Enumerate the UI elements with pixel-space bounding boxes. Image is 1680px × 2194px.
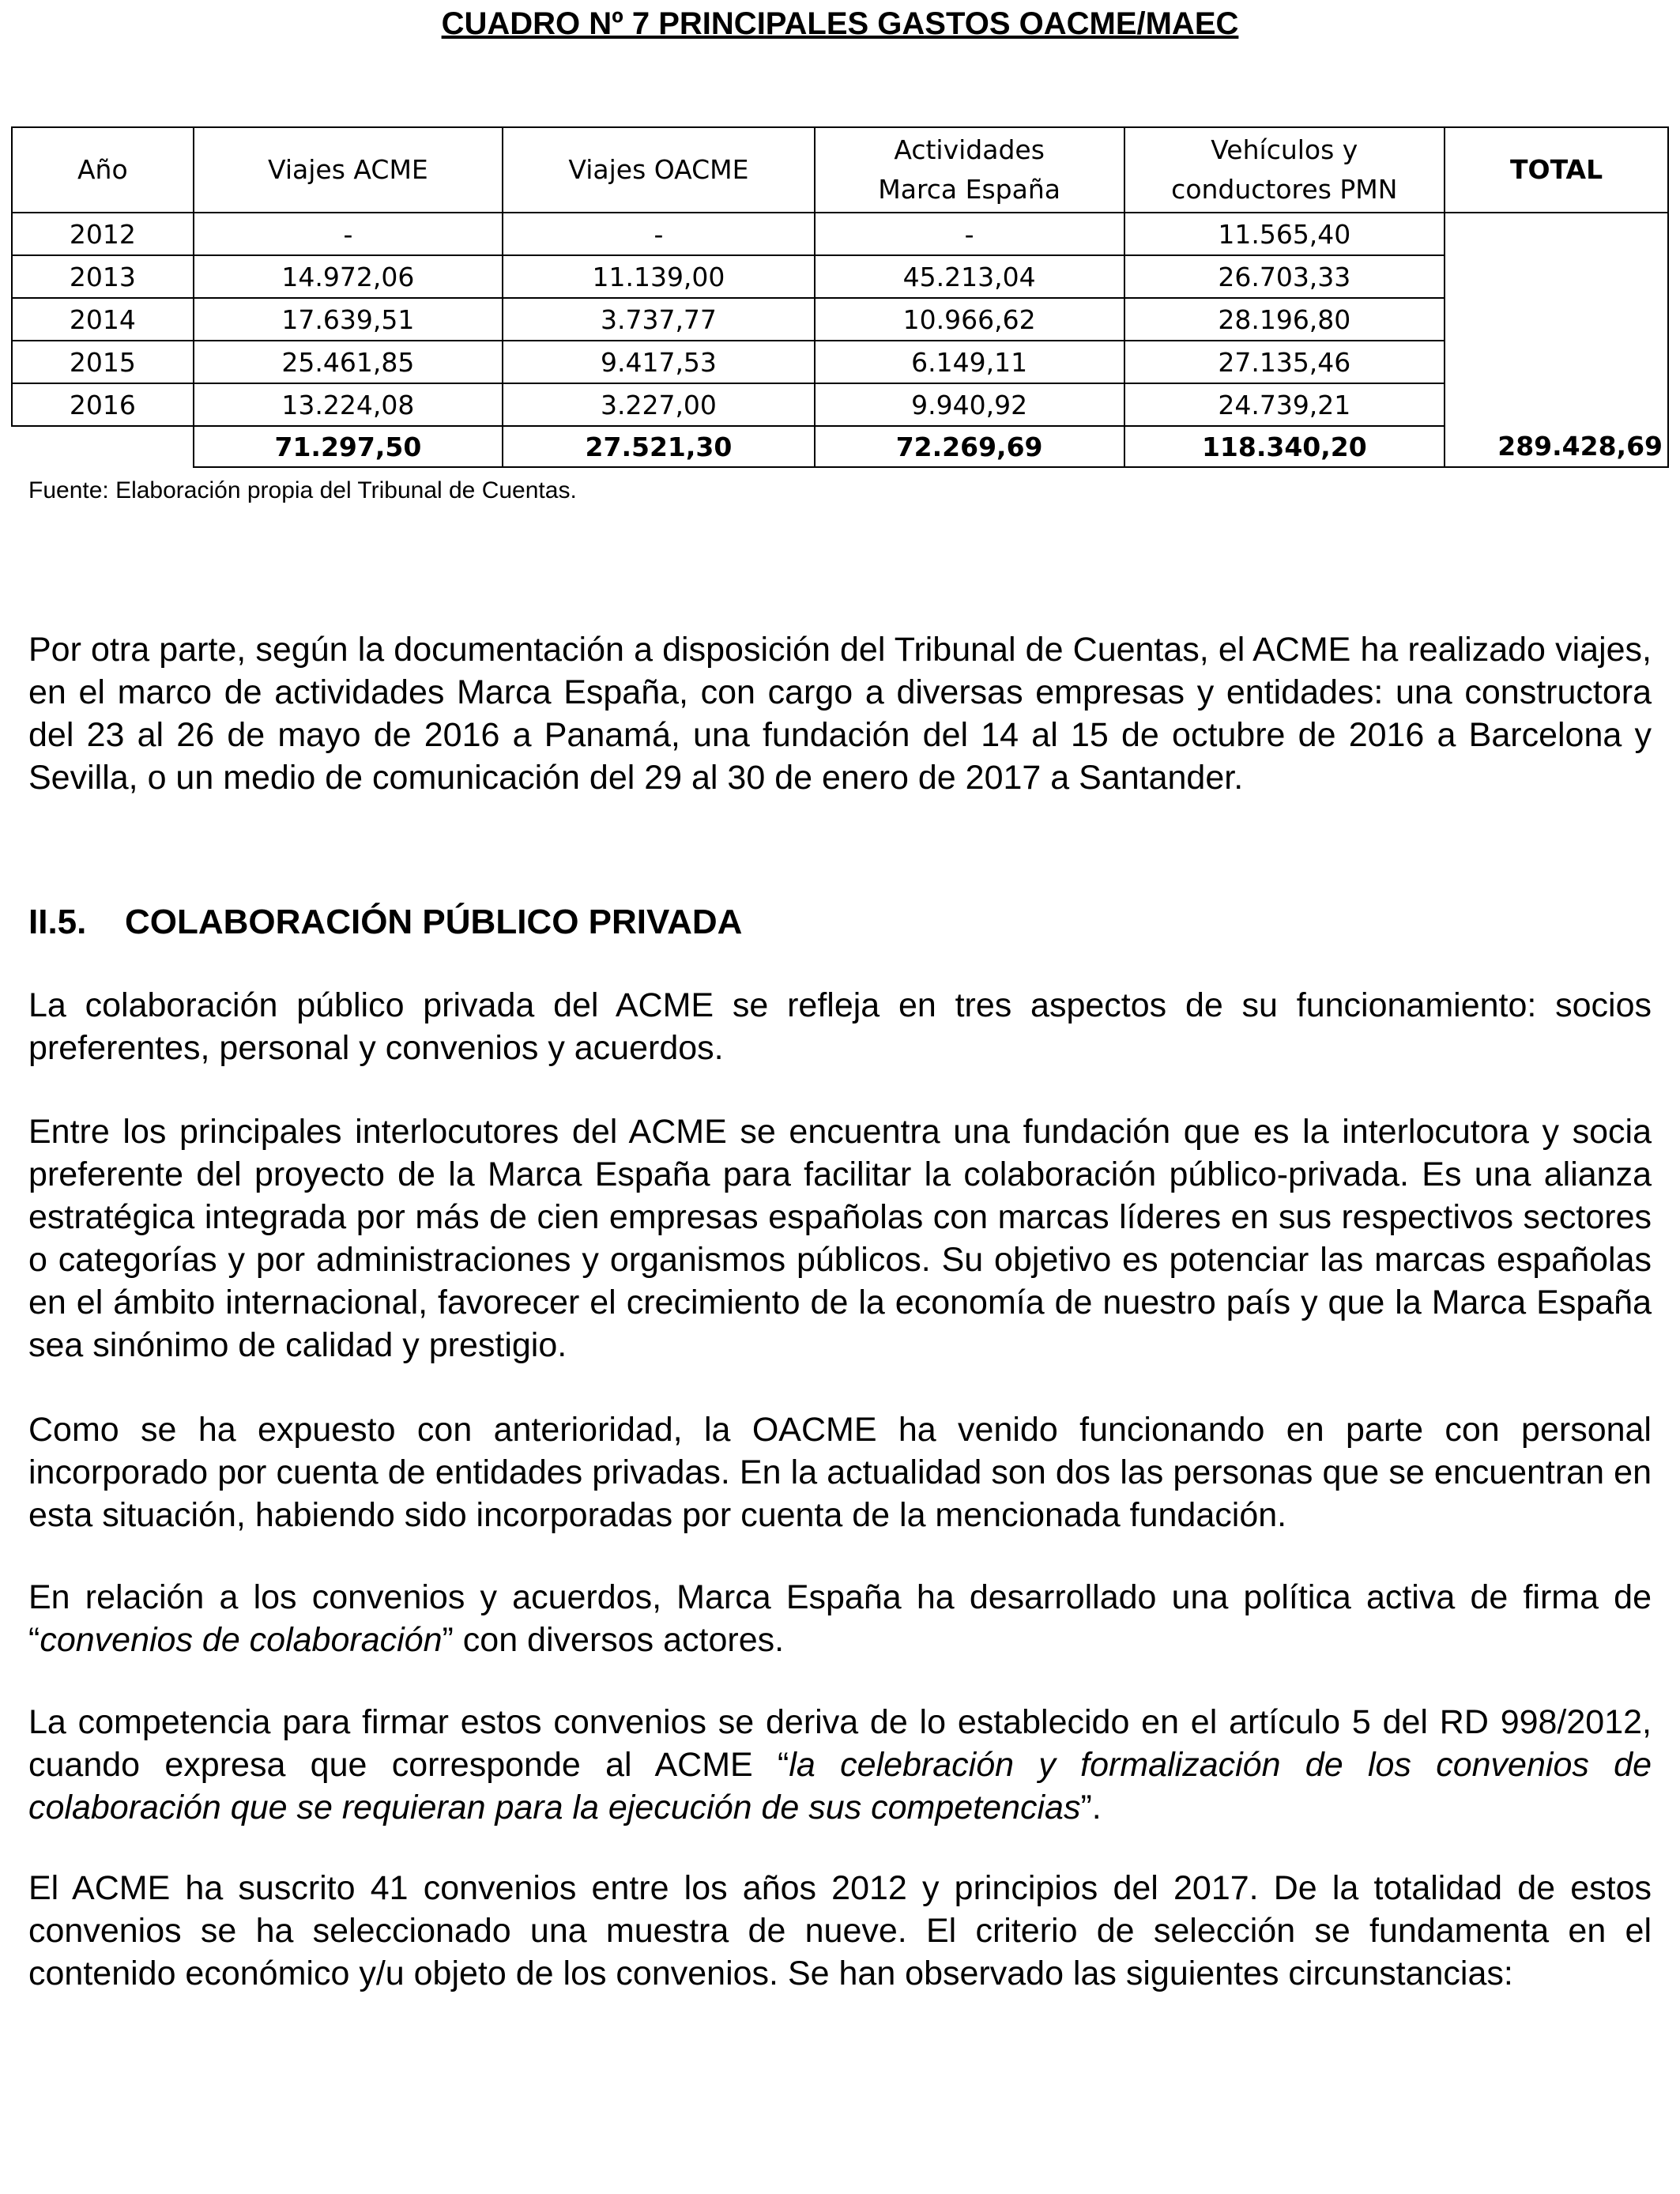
table-row <box>12 255 1668 298</box>
cell-year: 2015 <box>12 341 194 383</box>
paragraph-muestra: El ACME ha suscrito 41 convenios entre los años 2012 y principios del 2017. De la totalidad de estos convenios se ha seleccionado una muestra de nueve. El criterio de selección se fundamenta en el contenido económico y/u objeto de los convenios. Se han observado las siguientes circunstancias: <box>28 1869 1652 1992</box>
cell-vehiculos: 27.135,46 <box>1124 341 1445 383</box>
cell-viajes-acme: 25.461,85 <box>194 341 503 383</box>
paragraph-viajes: Por otra parte, según la documentación a disposición del Tribunal de Cuentas, el ACME ha realizado viajes, en el marco de actividades Marca España, con cargo a diversas empresas y entidades: una constructora del 23 al 26 de mayo de 2016 a Panamá, una fundación del 14 al 15 de octubre de 2016 a Barcelona y Sevilla, o un medio de comunicación del 29 al 30 de enero de 2017 a Santander. <box>28 631 1652 797</box>
grand-total: 289.428,69 <box>1445 426 1668 467</box>
section-title: COLABORACIÓN PÚBLICO PRIVADA <box>125 903 743 941</box>
total-actividades: 72.269,69 <box>815 426 1124 467</box>
table-source: Fuente: Elaboración propia del Tribunal de Cuentas. <box>28 477 577 503</box>
cell-actividades: 9.940,92 <box>815 383 1124 426</box>
table-title: CUADRO Nº 7 PRINCIPALES GASTOS OACME/MAEC <box>441 6 1239 41</box>
table-row <box>12 341 1668 383</box>
cell-year-empty <box>12 426 194 467</box>
text-italic: convenios de colaboración <box>40 1621 443 1659</box>
header-viajes-oacme: Viajes OACME <box>503 127 815 213</box>
header-total: TOTAL <box>1445 127 1668 213</box>
header-year: Año <box>12 127 194 213</box>
text-run: En relación a los convenios y acuerdos, Marca España ha desarrollado una política activa de firma de “ <box>28 1578 1652 1659</box>
paragraph-fundacion: Entre los principales interlocutores del ACME se encuentra una fundación que es la interlocutora y socia preferente del proyecto de la Marca España para facilitar la colaboración público-privada. Es una alianza estratégica integrada por más de cien empresas españolas con marcas líderes en sus respectivos sectores o categorías y por administraciones y organismos públicos. Su objetivo es potenciar las marcas españolas en el ámbito internacional, favorecer el crecimiento de la economía de nuestro país y que la Marca España sea sinónimo de calidad y prestigio. <box>28 1113 1652 1364</box>
cell-viajes-acme: 17.639,51 <box>194 298 503 341</box>
cell-vehiculos: 11.565,40 <box>1124 213 1445 255</box>
cell-total-empty <box>1445 213 1668 255</box>
cell-viajes-oacme: 11.139,00 <box>503 255 815 298</box>
cell-viajes-oacme: 3.737,77 <box>503 298 815 341</box>
cell-viajes-oacme: 9.417,53 <box>503 341 815 383</box>
text-italic: la celebración y formalización de los convenios de colaboración que se requieran para la ejecución de sus competencias <box>28 1746 1652 1826</box>
total-vehiculos: 118.340,20 <box>1124 426 1445 467</box>
text-run: ”. <box>1080 1789 1102 1826</box>
cell-actividades: 45.213,04 <box>815 255 1124 298</box>
total-viajes-acme: 71.297,50 <box>194 426 503 467</box>
cell-year: 2014 <box>12 298 194 341</box>
header-vehiculos: Vehículos y conductores PMN <box>1124 127 1445 213</box>
table-row <box>12 383 1668 426</box>
cell-vehiculos: 28.196,80 <box>1124 298 1445 341</box>
paragraph-colaboracion: La colaboración público privada del ACME se refleja en tres aspectos de su funcionamiento: socios preferentes, personal y convenios y acuerdos. <box>28 986 1652 1067</box>
table-header-row <box>12 127 1668 213</box>
cell-viajes-acme: 13.224,08 <box>194 383 503 426</box>
cell-year: 2012 <box>12 213 194 255</box>
cell-total-empty <box>1445 383 1668 426</box>
paragraph-convenios <box>28 1576 1652 1661</box>
paragraph-competencia <box>28 1701 1652 1829</box>
cell-total-empty <box>1445 255 1668 298</box>
cell-year: 2016 <box>12 383 194 426</box>
header-viajes-acme: Viajes ACME <box>194 127 503 213</box>
cell-vehiculos: 24.739,21 <box>1124 383 1445 426</box>
cell-viajes-oacme: 3.227,00 <box>503 383 815 426</box>
cell-total-empty <box>1445 341 1668 383</box>
table-row <box>12 298 1668 341</box>
cell-year: 2013 <box>12 255 194 298</box>
section-number: II.5. <box>28 903 87 941</box>
cell-viajes-oacme: - <box>503 213 815 255</box>
cell-actividades: - <box>815 213 1124 255</box>
table-row <box>12 213 1668 255</box>
cell-vehiculos: 26.703,33 <box>1124 255 1445 298</box>
cell-viajes-acme: 14.972,06 <box>194 255 503 298</box>
paragraph-personal: Como se ha expuesto con anterioridad, la OACME ha venido funcionando en parte con personal incorporado por cuenta de entidades privadas. En la actualidad son dos las personas que se encuentran en esta situación, habiendo sido incorporadas por cuenta de la mencionada fundación. <box>28 1411 1652 1534</box>
cell-total-empty <box>1445 298 1668 341</box>
totals-row <box>12 426 1668 467</box>
section-heading <box>28 901 742 944</box>
cell-viajes-acme: - <box>194 213 503 255</box>
cell-actividades: 10.966,62 <box>815 298 1124 341</box>
total-viajes-oacme: 27.521,30 <box>503 426 815 467</box>
expenses-table <box>11 126 1669 468</box>
text-run: ” con diversos actores. <box>442 1621 785 1659</box>
header-actividades: Actividades Marca España <box>815 127 1124 213</box>
text-run: La competencia para firmar estos convenios se deriva de lo establecido en el artículo 5 del RD 998/2012, cuando expresa que corresponde al ACME “ <box>28 1703 1652 1784</box>
cell-actividades: 6.149,11 <box>815 341 1124 383</box>
